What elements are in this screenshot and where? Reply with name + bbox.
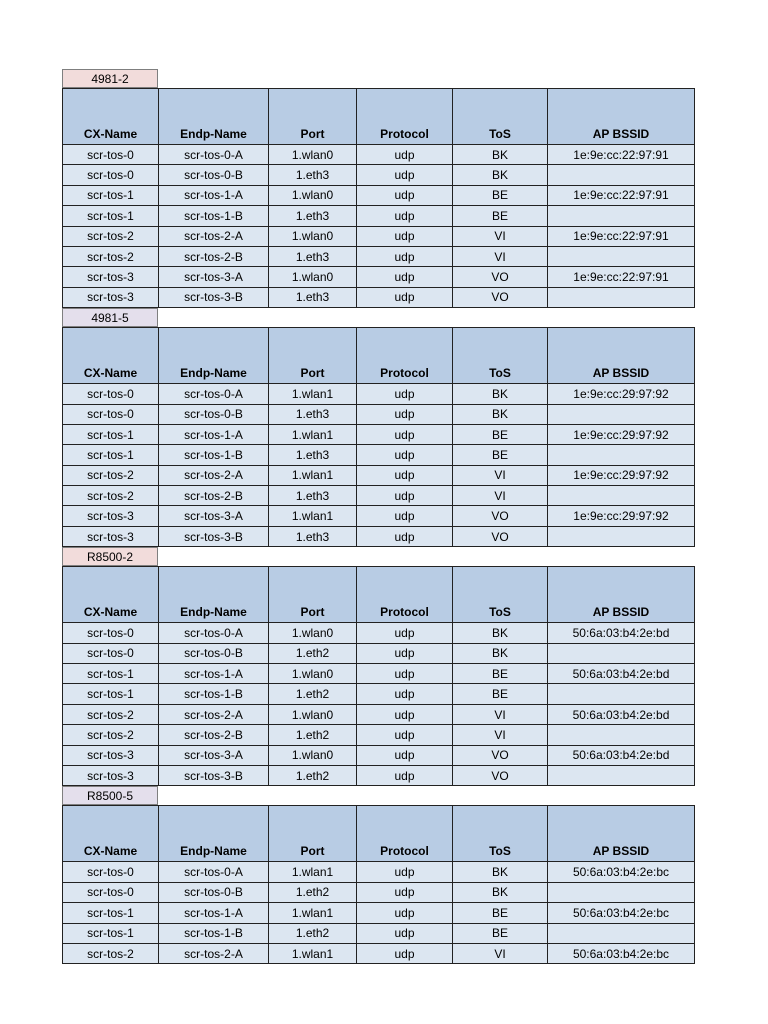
cell-ap-bssid: 50:6a:03:b4:2e:bc	[548, 903, 695, 923]
cell-cx-name: scr-tos-3	[63, 287, 159, 307]
table-row	[63, 623, 695, 643]
cell-protocol: udp	[357, 903, 453, 923]
cell-tos: BK	[453, 165, 548, 185]
cell-endp-name: scr-tos-1-B	[159, 684, 269, 704]
cell-ap-bssid: 1e:9e:cc:29:97:92	[548, 424, 695, 444]
cell-tos: BK	[453, 384, 548, 404]
cell-cx-name: scr-tos-2	[63, 943, 159, 963]
cell-protocol: udp	[357, 765, 453, 785]
cell-port: 1.wlan0	[269, 704, 357, 724]
table-row	[63, 882, 695, 902]
cell-cx-name: scr-tos-3	[63, 267, 159, 287]
cell-endp-name: scr-tos-0-B	[159, 165, 269, 185]
column-header-port: Port	[269, 89, 357, 145]
cell-port: 1.wlan0	[269, 185, 357, 205]
cell-port: 1.wlan1	[269, 465, 357, 485]
cell-endp-name: scr-tos-3-B	[159, 287, 269, 307]
cell-ap-bssid: 1e:9e:cc:29:97:92	[548, 506, 695, 526]
endpoint-table	[62, 88, 695, 308]
cell-cx-name: scr-tos-3	[63, 745, 159, 765]
cell-protocol: udp	[357, 862, 453, 882]
cell-port: 1.eth3	[269, 246, 357, 266]
column-header-tos: ToS	[453, 806, 548, 862]
cell-protocol: udp	[357, 145, 453, 165]
cell-endp-name: scr-tos-2-B	[159, 246, 269, 266]
header-row	[63, 806, 695, 862]
table-row	[63, 465, 695, 485]
table-row	[63, 246, 695, 266]
cell-protocol: udp	[357, 404, 453, 424]
cell-tos: VI	[453, 465, 548, 485]
cell-ap-bssid: 50:6a:03:b4:2e:bc	[548, 862, 695, 882]
cell-cx-name: scr-tos-3	[63, 506, 159, 526]
cell-protocol: udp	[357, 745, 453, 765]
table-row	[63, 206, 695, 226]
cell-protocol: udp	[357, 623, 453, 643]
cell-endp-name: scr-tos-0-A	[159, 384, 269, 404]
cell-tos: VI	[453, 943, 548, 963]
cell-ap-bssid	[548, 684, 695, 704]
cell-ap-bssid	[548, 404, 695, 424]
cell-ap-bssid: 1e:9e:cc:29:97:92	[548, 465, 695, 485]
cell-ap-bssid	[548, 882, 695, 902]
cell-tos: BE	[453, 206, 548, 226]
cell-protocol: udp	[357, 943, 453, 963]
cell-endp-name: scr-tos-3-B	[159, 765, 269, 785]
endpoint-table	[62, 566, 695, 786]
cell-ap-bssid	[548, 923, 695, 943]
cell-ap-bssid: 50:6a:03:b4:2e:bd	[548, 664, 695, 684]
table-row	[63, 145, 695, 165]
cell-port: 1.eth3	[269, 486, 357, 506]
cell-tos: VO	[453, 506, 548, 526]
cell-tos: VO	[453, 765, 548, 785]
cell-cx-name: scr-tos-1	[63, 185, 159, 205]
cell-cx-name: scr-tos-1	[63, 684, 159, 704]
cell-tos: BK	[453, 643, 548, 663]
cell-port: 1.eth2	[269, 725, 357, 745]
cell-endp-name: scr-tos-2-A	[159, 943, 269, 963]
cell-port: 1.eth2	[269, 765, 357, 785]
table-row	[63, 267, 695, 287]
column-header-cx-name: CX-Name	[63, 567, 159, 623]
cell-tos: VI	[453, 486, 548, 506]
cell-port: 1.wlan1	[269, 506, 357, 526]
cell-ap-bssid	[548, 287, 695, 307]
cell-ap-bssid: 50:6a:03:b4:2e:bc	[548, 943, 695, 963]
cell-ap-bssid	[548, 165, 695, 185]
cell-endp-name: scr-tos-1-A	[159, 424, 269, 444]
table-row	[63, 943, 695, 963]
column-header-cx-name: CX-Name	[63, 89, 159, 145]
cell-tos: BE	[453, 903, 548, 923]
table-row	[63, 745, 695, 765]
cell-endp-name: scr-tos-0-B	[159, 404, 269, 424]
table-row	[63, 643, 695, 663]
cell-tos: VI	[453, 725, 548, 745]
cell-tos: VI	[453, 704, 548, 724]
cell-cx-name: scr-tos-0	[63, 165, 159, 185]
cell-cx-name: scr-tos-2	[63, 465, 159, 485]
cell-port: 1.wlan0	[269, 623, 357, 643]
cell-protocol: udp	[357, 725, 453, 745]
endpoint-table	[62, 805, 695, 964]
cell-port: 1.wlan1	[269, 903, 357, 923]
cell-tos: BK	[453, 145, 548, 165]
cell-tos: BE	[453, 445, 548, 465]
cell-endp-name: scr-tos-3-B	[159, 526, 269, 546]
cell-protocol: udp	[357, 526, 453, 546]
column-header-ap-bssid: AP BSSID	[548, 89, 695, 145]
cell-endp-name: scr-tos-1-B	[159, 206, 269, 226]
section-label: R8500-2	[62, 547, 158, 566]
cell-protocol: udp	[357, 445, 453, 465]
column-header-protocol: Protocol	[357, 567, 453, 623]
table-row	[63, 486, 695, 506]
cell-endp-name: scr-tos-1-B	[159, 923, 269, 943]
cell-cx-name: scr-tos-3	[63, 765, 159, 785]
table-row	[63, 445, 695, 465]
cell-protocol: udp	[357, 506, 453, 526]
table-row	[63, 226, 695, 246]
spreadsheet-page	[62, 69, 694, 964]
cell-cx-name: scr-tos-1	[63, 664, 159, 684]
device-section	[62, 69, 694, 308]
column-header-ap-bssid: AP BSSID	[548, 567, 695, 623]
table-row	[63, 185, 695, 205]
cell-port: 1.eth2	[269, 643, 357, 663]
cell-port: 1.wlan1	[269, 384, 357, 404]
cell-ap-bssid	[548, 765, 695, 785]
cell-endp-name: scr-tos-2-A	[159, 465, 269, 485]
cell-port: 1.wlan0	[269, 145, 357, 165]
table-row	[63, 506, 695, 526]
cell-tos: BK	[453, 404, 548, 424]
header-row	[63, 567, 695, 623]
table-row	[63, 704, 695, 724]
cell-ap-bssid	[548, 206, 695, 226]
cell-ap-bssid	[548, 445, 695, 465]
cell-ap-bssid: 1e:9e:cc:29:97:92	[548, 384, 695, 404]
table-row	[63, 684, 695, 704]
table-row	[63, 526, 695, 546]
cell-ap-bssid	[548, 486, 695, 506]
column-header-endp-name: Endp-Name	[159, 89, 269, 145]
cell-port: 1.eth3	[269, 165, 357, 185]
cell-protocol: udp	[357, 287, 453, 307]
cell-ap-bssid: 1e:9e:cc:22:97:91	[548, 226, 695, 246]
cell-endp-name: scr-tos-2-A	[159, 704, 269, 724]
cell-port: 1.eth2	[269, 882, 357, 902]
cell-endp-name: scr-tos-0-A	[159, 862, 269, 882]
table-row	[63, 424, 695, 444]
header-row	[63, 89, 695, 145]
cell-tos: VO	[453, 745, 548, 765]
cell-tos: BK	[453, 882, 548, 902]
cell-tos: BE	[453, 664, 548, 684]
cell-ap-bssid	[548, 526, 695, 546]
column-header-port: Port	[269, 567, 357, 623]
table-row	[63, 862, 695, 882]
table-row	[63, 765, 695, 785]
column-header-cx-name: CX-Name	[63, 806, 159, 862]
cell-port: 1.wlan0	[269, 664, 357, 684]
column-header-protocol: Protocol	[357, 328, 453, 384]
column-header-tos: ToS	[453, 89, 548, 145]
cell-protocol: udp	[357, 424, 453, 444]
cell-protocol: udp	[357, 165, 453, 185]
cell-tos: BK	[453, 623, 548, 643]
cell-endp-name: scr-tos-1-A	[159, 903, 269, 923]
section-label: 4981-2	[62, 69, 158, 88]
cell-cx-name: scr-tos-0	[63, 404, 159, 424]
cell-tos: VO	[453, 267, 548, 287]
cell-cx-name: scr-tos-1	[63, 903, 159, 923]
cell-port: 1.wlan0	[269, 226, 357, 246]
column-header-endp-name: Endp-Name	[159, 567, 269, 623]
cell-port: 1.eth2	[269, 684, 357, 704]
device-section	[62, 786, 694, 964]
column-header-ap-bssid: AP BSSID	[548, 806, 695, 862]
cell-protocol: udp	[357, 923, 453, 943]
cell-endp-name: scr-tos-3-A	[159, 506, 269, 526]
table-row	[63, 903, 695, 923]
cell-endp-name: scr-tos-0-B	[159, 643, 269, 663]
cell-port: 1.eth3	[269, 404, 357, 424]
cell-protocol: udp	[357, 267, 453, 287]
cell-ap-bssid: 50:6a:03:b4:2e:bd	[548, 623, 695, 643]
cell-endp-name: scr-tos-0-B	[159, 882, 269, 902]
cell-tos: BE	[453, 185, 548, 205]
cell-protocol: udp	[357, 882, 453, 902]
column-header-protocol: Protocol	[357, 89, 453, 145]
cell-port: 1.wlan1	[269, 943, 357, 963]
cell-cx-name: scr-tos-1	[63, 206, 159, 226]
section-label: R8500-5	[62, 786, 158, 805]
cell-ap-bssid	[548, 725, 695, 745]
cell-tos: VO	[453, 526, 548, 546]
cell-ap-bssid: 1e:9e:cc:22:97:91	[548, 145, 695, 165]
device-section	[62, 547, 694, 786]
cell-protocol: udp	[357, 246, 453, 266]
cell-cx-name: scr-tos-0	[63, 882, 159, 902]
cell-tos: BE	[453, 923, 548, 943]
cell-cx-name: scr-tos-2	[63, 725, 159, 745]
cell-port: 1.wlan0	[269, 267, 357, 287]
cell-protocol: udp	[357, 384, 453, 404]
cell-endp-name: scr-tos-2-B	[159, 725, 269, 745]
table-row	[63, 384, 695, 404]
cell-protocol: udp	[357, 643, 453, 663]
endpoint-table	[62, 327, 695, 547]
cell-ap-bssid	[548, 643, 695, 663]
cell-ap-bssid: 1e:9e:cc:22:97:91	[548, 267, 695, 287]
column-header-protocol: Protocol	[357, 806, 453, 862]
cell-tos: BK	[453, 862, 548, 882]
column-header-tos: ToS	[453, 567, 548, 623]
cell-endp-name: scr-tos-3-A	[159, 267, 269, 287]
header-row	[63, 328, 695, 384]
cell-protocol: udp	[357, 704, 453, 724]
cell-tos: BE	[453, 424, 548, 444]
table-row	[63, 664, 695, 684]
cell-endp-name: scr-tos-2-A	[159, 226, 269, 246]
cell-cx-name: scr-tos-3	[63, 526, 159, 546]
column-header-cx-name: CX-Name	[63, 328, 159, 384]
cell-cx-name: scr-tos-2	[63, 486, 159, 506]
cell-port: 1.eth3	[269, 287, 357, 307]
cell-protocol: udp	[357, 486, 453, 506]
column-header-ap-bssid: AP BSSID	[548, 328, 695, 384]
cell-ap-bssid: 50:6a:03:b4:2e:bd	[548, 704, 695, 724]
cell-port: 1.eth3	[269, 445, 357, 465]
table-row	[63, 404, 695, 424]
table-row	[63, 287, 695, 307]
cell-endp-name: scr-tos-1-B	[159, 445, 269, 465]
cell-ap-bssid: 1e:9e:cc:22:97:91	[548, 185, 695, 205]
cell-protocol: udp	[357, 664, 453, 684]
cell-endp-name: scr-tos-1-A	[159, 185, 269, 205]
cell-port: 1.wlan0	[269, 745, 357, 765]
cell-protocol: udp	[357, 684, 453, 704]
column-header-tos: ToS	[453, 328, 548, 384]
section-label: 4981-5	[62, 308, 158, 327]
table-row	[63, 165, 695, 185]
cell-port: 1.wlan1	[269, 424, 357, 444]
cell-cx-name: scr-tos-2	[63, 226, 159, 246]
cell-tos: BE	[453, 684, 548, 704]
cell-port: 1.eth3	[269, 206, 357, 226]
cell-cx-name: scr-tos-1	[63, 424, 159, 444]
cell-cx-name: scr-tos-0	[63, 384, 159, 404]
cell-endp-name: scr-tos-1-A	[159, 664, 269, 684]
table-row	[63, 923, 695, 943]
cell-cx-name: scr-tos-1	[63, 445, 159, 465]
cell-port: 1.eth3	[269, 526, 357, 546]
cell-tos: VO	[453, 287, 548, 307]
cell-protocol: udp	[357, 206, 453, 226]
cell-ap-bssid	[548, 246, 695, 266]
cell-ap-bssid: 50:6a:03:b4:2e:bd	[548, 745, 695, 765]
cell-endp-name: scr-tos-0-A	[159, 145, 269, 165]
cell-tos: VI	[453, 246, 548, 266]
cell-port: 1.wlan1	[269, 862, 357, 882]
cell-protocol: udp	[357, 185, 453, 205]
cell-protocol: udp	[357, 226, 453, 246]
column-header-endp-name: Endp-Name	[159, 806, 269, 862]
table-row	[63, 725, 695, 745]
device-section	[62, 308, 694, 547]
cell-cx-name: scr-tos-2	[63, 246, 159, 266]
cell-cx-name: scr-tos-2	[63, 704, 159, 724]
cell-cx-name: scr-tos-1	[63, 923, 159, 943]
cell-cx-name: scr-tos-0	[63, 145, 159, 165]
cell-protocol: udp	[357, 465, 453, 485]
cell-port: 1.eth2	[269, 923, 357, 943]
cell-endp-name: scr-tos-0-A	[159, 623, 269, 643]
cell-cx-name: scr-tos-0	[63, 862, 159, 882]
cell-endp-name: scr-tos-2-B	[159, 486, 269, 506]
column-header-port: Port	[269, 328, 357, 384]
column-header-port: Port	[269, 806, 357, 862]
cell-endp-name: scr-tos-3-A	[159, 745, 269, 765]
cell-cx-name: scr-tos-0	[63, 643, 159, 663]
column-header-endp-name: Endp-Name	[159, 328, 269, 384]
cell-cx-name: scr-tos-0	[63, 623, 159, 643]
cell-tos: VI	[453, 226, 548, 246]
